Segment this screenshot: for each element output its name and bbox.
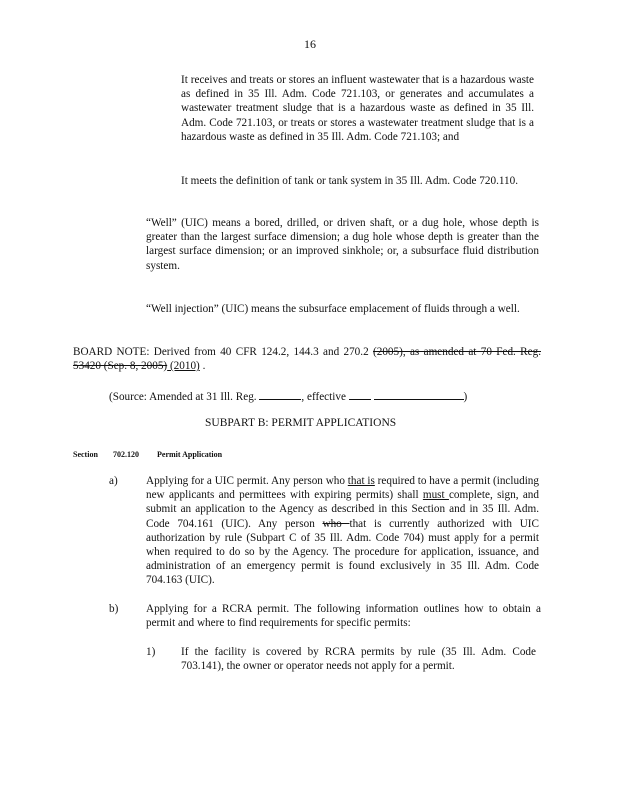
hazardous-tank-paragraph: It receives and treats or stores an influent wastewater that is a hazardous waste as defined in 35 Ill. Adm. Code 721.103, or generates and accumulates a wastewater treatment sludge that is a hazardous waste as defined in 35 Ill. Adm. Code 721.103, or treats or stores a wastewater treatment sludge that is a hazardous waste as defined in 35 Ill. Adm. Code 721.103; and — [181, 74, 534, 143]
subsection-b-text: Applying for a RCRA permit. The following information outlines how to obtain a permit and where to find requirements for specific permits: — [146, 603, 541, 630]
page-number: 16 — [304, 37, 316, 51]
source-register-blank — [259, 388, 301, 400]
well-injection-definition-paragraph: “Well injection” (UIC) means the subsurface emplacement of fluids through a well. — [146, 303, 520, 315]
source-note-middle: , effective — [301, 391, 349, 403]
subsection-b-label: b) — [109, 603, 119, 615]
source-note — [109, 388, 539, 404]
well-definition-paragraph: “Well” (UIC) means a bored, drilled, or driven shaft, or a dug hole, whose depth is greater than the largest surface dimension; a dug hole whose depth is greater than the largest surface dimension; or an improved sinkhole; or, a subsurface fluid distribution system. — [146, 217, 539, 272]
subsection-a-part-4: that is currently authorized with UIC authorization by rule (Subpart C of 35 Ill. Adm. Code 704) must apply for a permit when required to do so by the Agency. The procedure for application, issuance, and administration of an emergency permit is found exclusively in 35 Ill. Adm. Code 704.163 (UIC). — [146, 517, 539, 587]
item-1-text: If the facility is covered by RCRA permits by rule (35 Ill. Adm. Code 703.141), the owner or operator needs not apply for a permit. — [181, 646, 536, 673]
subsection-a-inserted-2: must — [422, 489, 449, 502]
board-note-prefix: BOARD NOTE: Derived from 40 CFR 124.2, 144.3 and 270.2 — [73, 346, 374, 358]
section-number: 702.120 — [113, 450, 139, 459]
source-effective-blank-1 — [349, 388, 371, 400]
item-1-label: 1) — [146, 646, 156, 658]
section-heading — [73, 448, 373, 462]
section-title: Permit Application — [157, 450, 223, 459]
board-note — [73, 345, 541, 373]
source-effective-blank-2 — [374, 388, 464, 400]
subsection-a-part-1: Applying for a UIC permit. Any person who — [146, 475, 348, 487]
subpart-heading: SUBPART B: PERMIT APPLICATIONS — [205, 417, 397, 429]
subsection-a-label: a) — [109, 475, 118, 487]
board-note-deleted-text: (2005), as amended at 70 Fed. Reg. 53420 (Sep. 8, 2005) — [73, 346, 541, 373]
subsection-a-inserted-1: that is — [347, 475, 375, 487]
subsection-a-text — [146, 474, 539, 588]
subsection-a-part-3: complete, sign, and submit an application to the Agency as described in this Section and in 35 Ill. Adm. Code 704.161 (UIC). Any person — [146, 489, 539, 530]
board-note-inserted-text: (2010) — [167, 360, 200, 373]
subsection-a-deleted-1: who — [322, 517, 350, 530]
source-note-prefix: (Source: Amended at 31 Ill. Reg. — [109, 391, 260, 403]
subsection-a-part-2: required to have a permit (including new applicants and permittees with expiring permits) shall — [146, 475, 539, 502]
board-note-suffix: . — [199, 360, 206, 373]
tank-system-paragraph: It meets the definition of tank or tank system in 35 Ill. Adm. Code 720.110. — [181, 175, 519, 187]
source-note-suffix: ) — [463, 391, 468, 403]
section-label: Section — [73, 450, 98, 459]
